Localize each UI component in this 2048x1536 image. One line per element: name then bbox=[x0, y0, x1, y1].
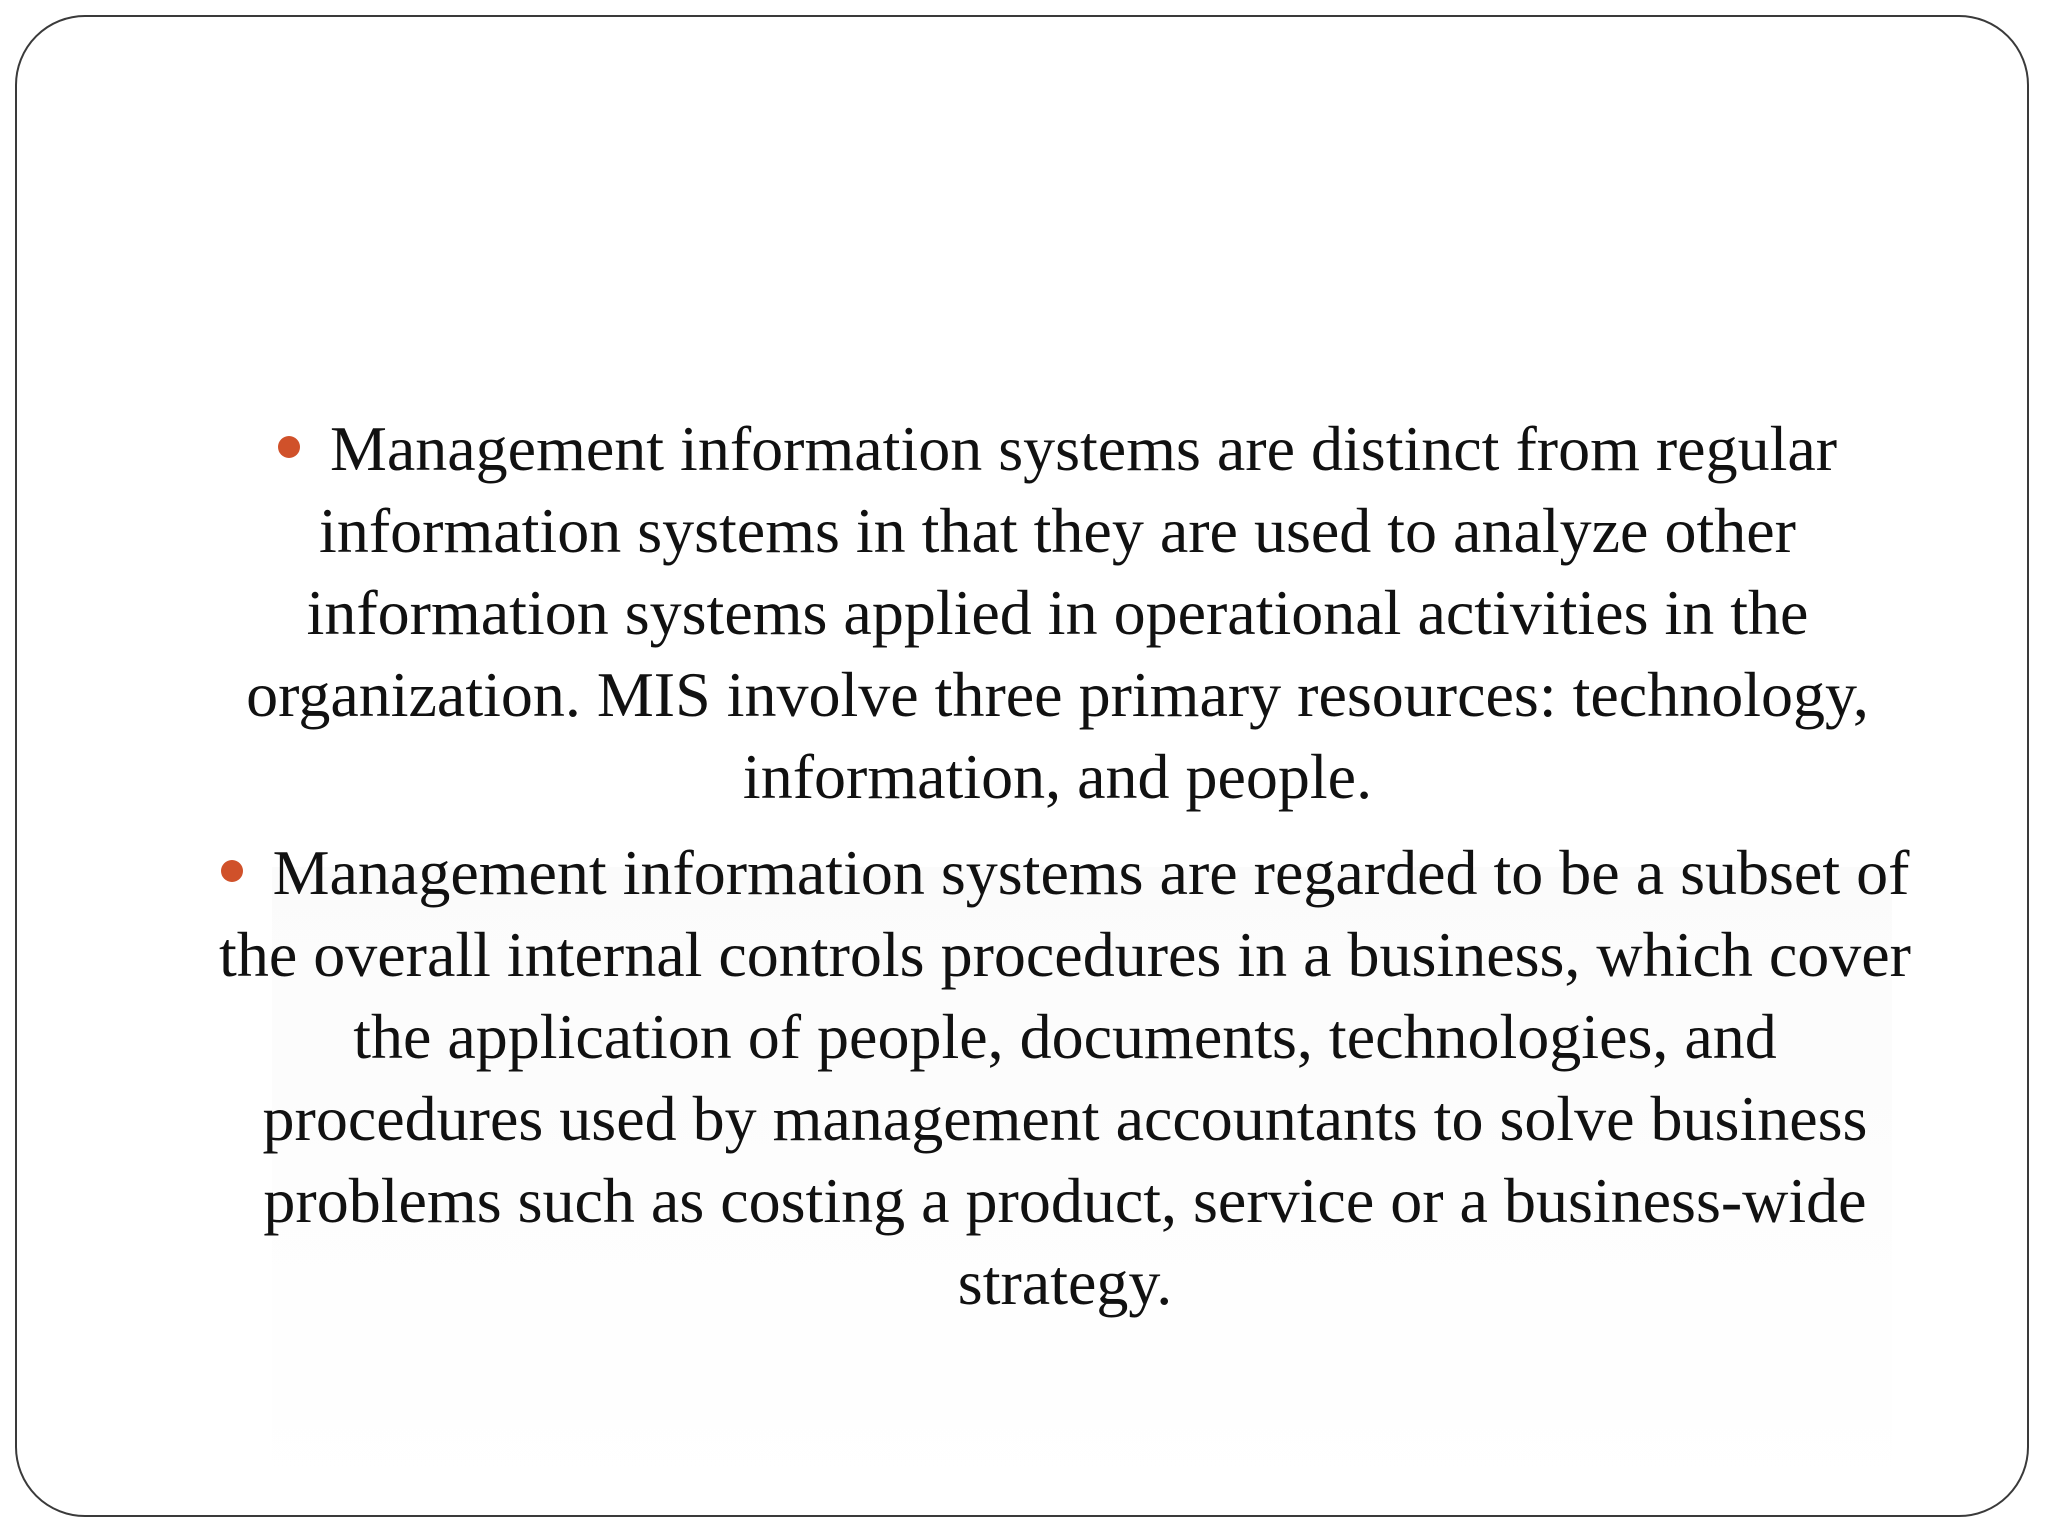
bullet-dot-icon bbox=[278, 436, 300, 458]
bullet-text: Management information systems are regarded to be a subset of the overall internal controls procedures in a business, which cover the application of people, documents, technologies, and procedures used by management accountants to solve business problems such as costing a product, service or a business-wide strategy. bbox=[219, 837, 1911, 1318]
bullet-item bbox=[185, 408, 1930, 818]
bullet-item bbox=[215, 832, 1915, 1324]
slide-content bbox=[185, 408, 1930, 1324]
bullet-dot-icon bbox=[221, 860, 243, 882]
bullet-text: Management information systems are distinct from regular information systems in that they are used to analyze other information systems applied in operational activities in the organization. MIS involve three primary resources: technology, information, and people. bbox=[246, 413, 1869, 812]
